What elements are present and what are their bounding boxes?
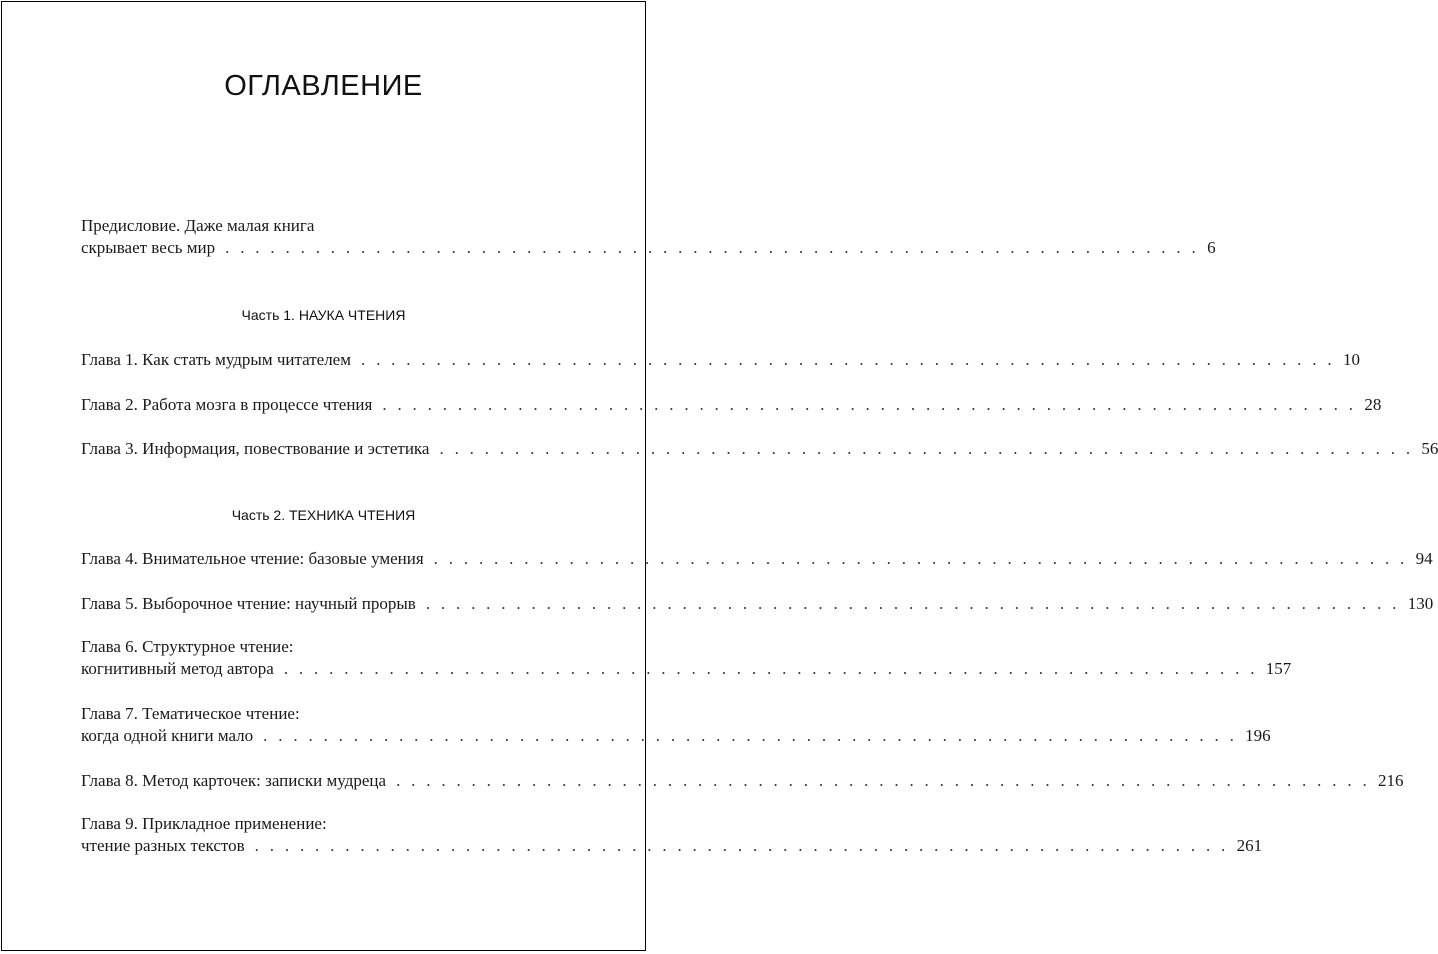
toc-entry-title: Предисловие. Даже малая книга xyxy=(81,216,315,235)
toc-entry-title: Глава 4. Внимательное чтение: базовые умения xyxy=(81,549,424,568)
toc-page-number: 216 xyxy=(1378,771,1404,790)
dot-leader: . . . . . . . . . . . . . . . . . . . . . . . . . . . . . . . . . . . . . . . . . . . . . . . . . . . . . . . . . . . . . . . . . xyxy=(263,726,1238,745)
toc-entry-title-continued: чтение разных текстов xyxy=(81,836,245,855)
toc-entry-title: Глава 7. Тематическое чтение: xyxy=(81,704,300,723)
toc-entry xyxy=(81,770,1404,792)
dot-leader: . . . . . . . . . . . . . . . . . . . . . . . . . . . . . . . . . . . . . . . . . . . . . . . . . . . . . . . . . . . . . . . . . xyxy=(382,395,1357,414)
toc-entry xyxy=(81,813,1263,857)
toc-page-number: 10 xyxy=(1342,350,1360,369)
toc-page-number: 56 xyxy=(1421,439,1438,458)
dot-leader: . . . . . . . . . . . . . . . . . . . . . . . . . . . . . . . . . . . . . . . . . . . . . . . . . . . . . . . . . . . . . . . . . xyxy=(425,594,1400,613)
dot-leader: . . . . . . . . . . . . . . . . . . . . . . . . . . . . . . . . . . . . . . . . . . . . . . . . . . . . . . . . . . . . . . . . . xyxy=(360,350,1335,369)
toc-entry xyxy=(81,636,1292,680)
dot-leader: . . . . . . . . . . . . . . . . . . . . . . . . . . . . . . . . . . . . . . . . . . . . . . . . . . . . . . . . . . . . . . . . . xyxy=(283,659,1258,678)
toc-entry-title-continued: когда одной книги мало xyxy=(81,726,254,745)
toc-entry-title-continued: скрывает весь мир xyxy=(81,238,216,257)
toc-entry-title: Глава 8. Метод карточек: записки мудреца xyxy=(81,771,387,790)
part-heading: Часть 1. НАУКА ЧТЕНИЯ xyxy=(241,307,406,323)
toc-entry-title: Глава 5. Выборочное чтение: научный прорыв xyxy=(81,594,416,613)
toc-entry xyxy=(81,394,1382,416)
toc-page-number: 6 xyxy=(1207,238,1216,257)
toc-entry-title-continued: когнитивный метод автора xyxy=(81,659,274,678)
toc-page-number: 196 xyxy=(1245,726,1271,745)
toc-entry-title: Глава 1. Как стать мудрым читателем xyxy=(81,350,351,369)
toc-page-number: 261 xyxy=(1236,836,1263,855)
toc-entry-title: Глава 2. Работа мозга в процессе чтения xyxy=(81,395,373,414)
toc-entry xyxy=(81,349,1360,371)
part-heading: Часть 2. ТЕХНИКА ЧТЕНИЯ xyxy=(231,507,416,523)
toc-entry xyxy=(81,438,1438,460)
dot-leader: . . . . . . . . . . . . . . . . . . . . . . . . . . . . . . . . . . . . . . . . . . . . . . . . . . . . . . . . . . . . . . . . . xyxy=(396,771,1371,790)
dot-leader: . . . . . . . . . . . . . . . . . . . . . . . . . . . . . . . . . . . . . . . . . . . . . . . . . . . . . . . . . . . . . . . . . xyxy=(433,549,1408,568)
toc-page-number: 130 xyxy=(1407,594,1434,613)
toc-entry-preface xyxy=(81,215,1216,259)
book-page xyxy=(1,1,1438,951)
dot-leader: . . . . . . . . . . . . . . . . . . . . . . . . . . . . . . . . . . . . . . . . . . . . . . . . . . . . . . . . . . . . . . . . . xyxy=(254,836,1229,855)
toc-entry-title: Глава 9. Прикладное применение: xyxy=(81,814,327,833)
toc-entry xyxy=(81,548,1433,570)
toc-entry xyxy=(81,593,1434,615)
toc-page-number: 94 xyxy=(1415,549,1433,568)
dot-leader: . . . . . . . . . . . . . . . . . . . . . . . . . . . . . . . . . . . . . . . . . . . . . . . . . . . . . . . . . . . . . . . . . xyxy=(225,238,1200,257)
dot-leader: . . . . . . . . . . . . . . . . . . . . . . . . . . . . . . . . . . . . . . . . . . . . . . . . . . . . . . . . . . . . . . . . . xyxy=(439,439,1414,458)
toc-page-number: 157 xyxy=(1265,659,1292,678)
page-title: ОГЛАВЛЕНИЕ xyxy=(224,70,423,102)
toc-entry-title: Глава 6. Структурное чтение: xyxy=(81,637,294,656)
toc-entry xyxy=(81,703,1271,747)
toc-page-number: 28 xyxy=(1364,395,1382,414)
toc-entry-title: Глава 3. Информация, повествование и эстетика xyxy=(81,439,430,458)
